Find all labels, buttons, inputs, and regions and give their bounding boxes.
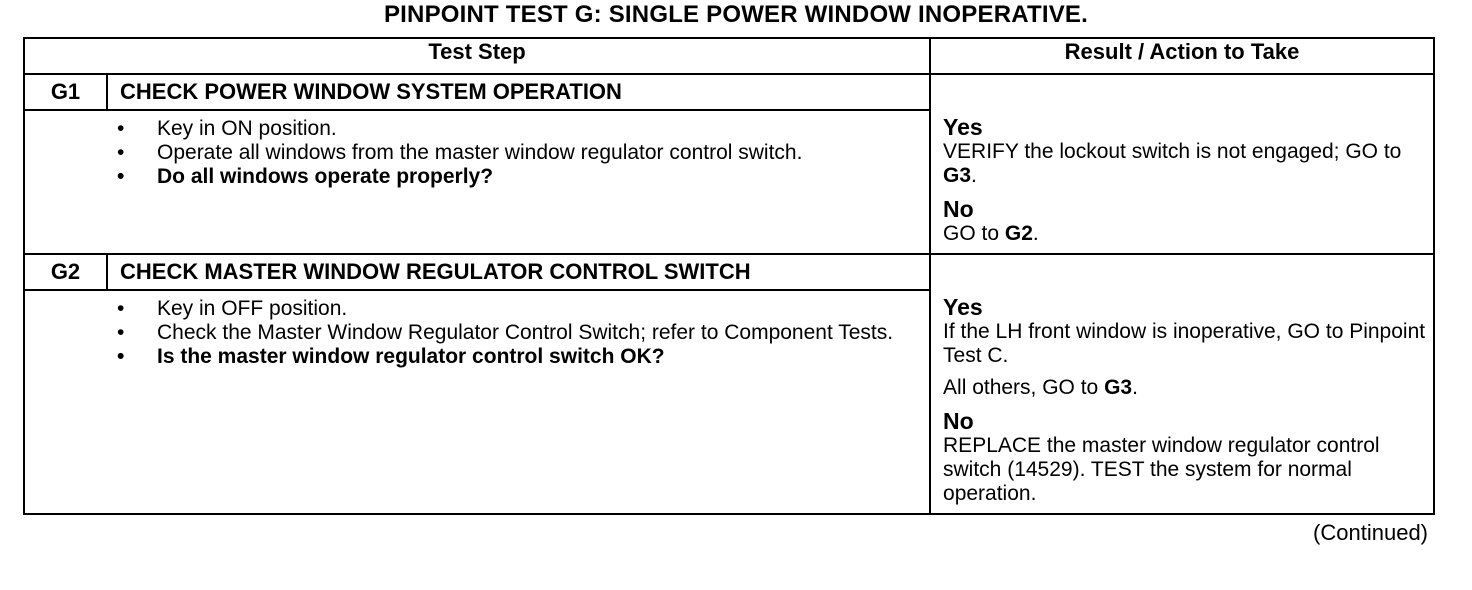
result-g2 [930,254,1434,514]
list-item: • Operate all windows from the master window regulator control switch. [117,141,803,164]
list-item: • Key in ON position. [117,117,337,140]
yes-action-others-g2: All others, GO to G3. [943,376,1138,399]
continued-label: (Continued) [1313,520,1428,545]
step-id-g1: G1 [24,74,107,110]
document-title: PINPOINT TEST G: SINGLE POWER WINDOW INOPERATIVE. [383,1,1089,28]
list-item: • Do all windows operate properly? [117,165,494,188]
step-actions-g2 [24,290,930,514]
yes-label-g1: Yes [943,114,983,140]
no-action-g1: GO to G2. [943,222,1039,245]
list-item: • Is the master window regulator control switch OK? [117,345,665,368]
step-name-g1: CHECK POWER WINDOW SYSTEM OPERATION [107,74,930,110]
result-header: Result / Action to Take [930,38,1434,74]
no-action-g2: REPLACE the master window regulator control switch (14529). TEST the system for normal operation. [943,434,1380,505]
step-row-g1 [24,74,1434,110]
result-g1 [930,74,1434,254]
step-id-g2: G2 [24,254,107,290]
step-actions-g1 [24,110,930,254]
yes-label-g2: Yes [943,294,983,320]
test-step-header: Test Step [24,38,930,74]
pinpoint-test-table [23,37,1435,515]
no-label-g1: No [943,196,974,222]
list-item: • Key in OFF position. [117,297,348,320]
no-label-g2: No [943,408,974,434]
table-header-row [24,38,1434,74]
list-item: • Check the Master Window Regulator Control Switch; refer to Component Tests. [117,321,894,344]
step-name-g2: CHECK MASTER WINDOW REGULATOR CONTROL SWITCH [107,254,930,290]
step-row-g2 [24,254,1434,290]
yes-action-g1: VERIFY the lockout switch is not engaged; GO to G3. [943,140,1402,187]
yes-action-g2: If the LH front window is inoperative, GO to Pinpoint Test C. [943,320,1426,367]
